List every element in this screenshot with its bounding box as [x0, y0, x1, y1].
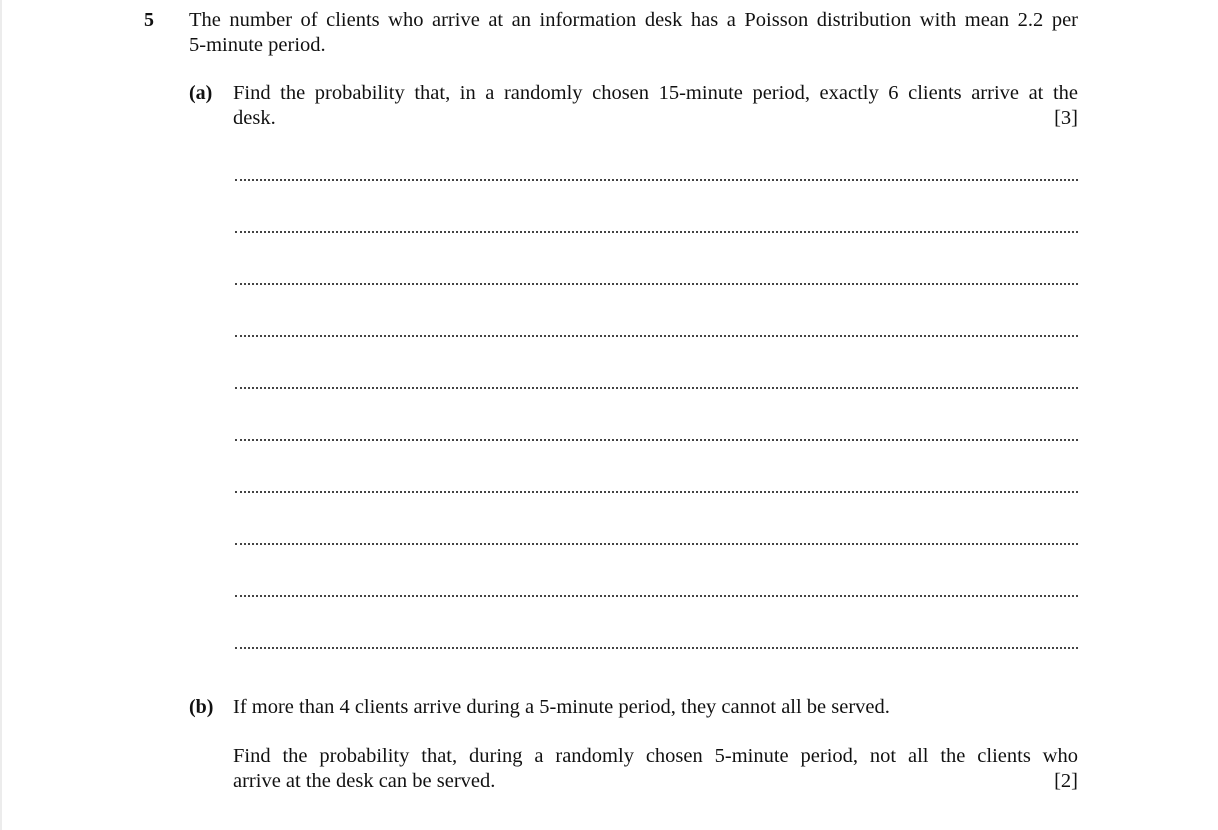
part-a-text [233, 81, 1078, 130]
answer-line[interactable] [233, 531, 1078, 583]
part-b-label: (b) [189, 696, 214, 718]
part-a-answer-area[interactable] [233, 167, 1078, 687]
page-margin-rule [0, 0, 2, 830]
question-stem-line-1: The number of clients who arrive at an information desk has a Poisson distribution with mean 2.2 per [189, 9, 1078, 31]
part-b-marks: [2] [1054, 769, 1078, 792]
part-a-text-line-2-row [233, 106, 1078, 131]
answer-line[interactable] [233, 271, 1078, 323]
answer-line[interactable] [233, 219, 1078, 271]
question-stem-line-2: 5-minute period. [189, 33, 326, 56]
answer-line[interactable] [233, 427, 1078, 479]
part-b-text-line-1: Find the probability that, during a randomly chosen 5-minute period, not all the clients who [233, 745, 1078, 767]
answer-line[interactable] [233, 635, 1078, 687]
answer-line[interactable] [233, 583, 1078, 635]
part-a-marks: [3] [1054, 106, 1078, 129]
part-a-label: (a) [189, 82, 213, 104]
part-b-text-line-2: arrive at the desk can be served. [233, 769, 496, 792]
part-b-text-line-2-row [233, 769, 1078, 794]
part-a-text-line-1: Find the probability that, in a randomly chosen 15-minute period, exactly 6 clients arrive at the [233, 82, 1078, 104]
answer-line[interactable] [233, 479, 1078, 531]
part-a-text-line-2: desk. [233, 106, 276, 129]
part-b-text [233, 744, 1078, 793]
question-number: 5 [144, 9, 154, 31]
answer-line[interactable] [233, 167, 1078, 219]
answer-line[interactable] [233, 375, 1078, 427]
question-stem [189, 8, 1078, 57]
part-b-intro: If more than 4 clients arrive during a 5-minute period, they cannot all be served. [233, 696, 890, 718]
answer-line[interactable] [233, 323, 1078, 375]
